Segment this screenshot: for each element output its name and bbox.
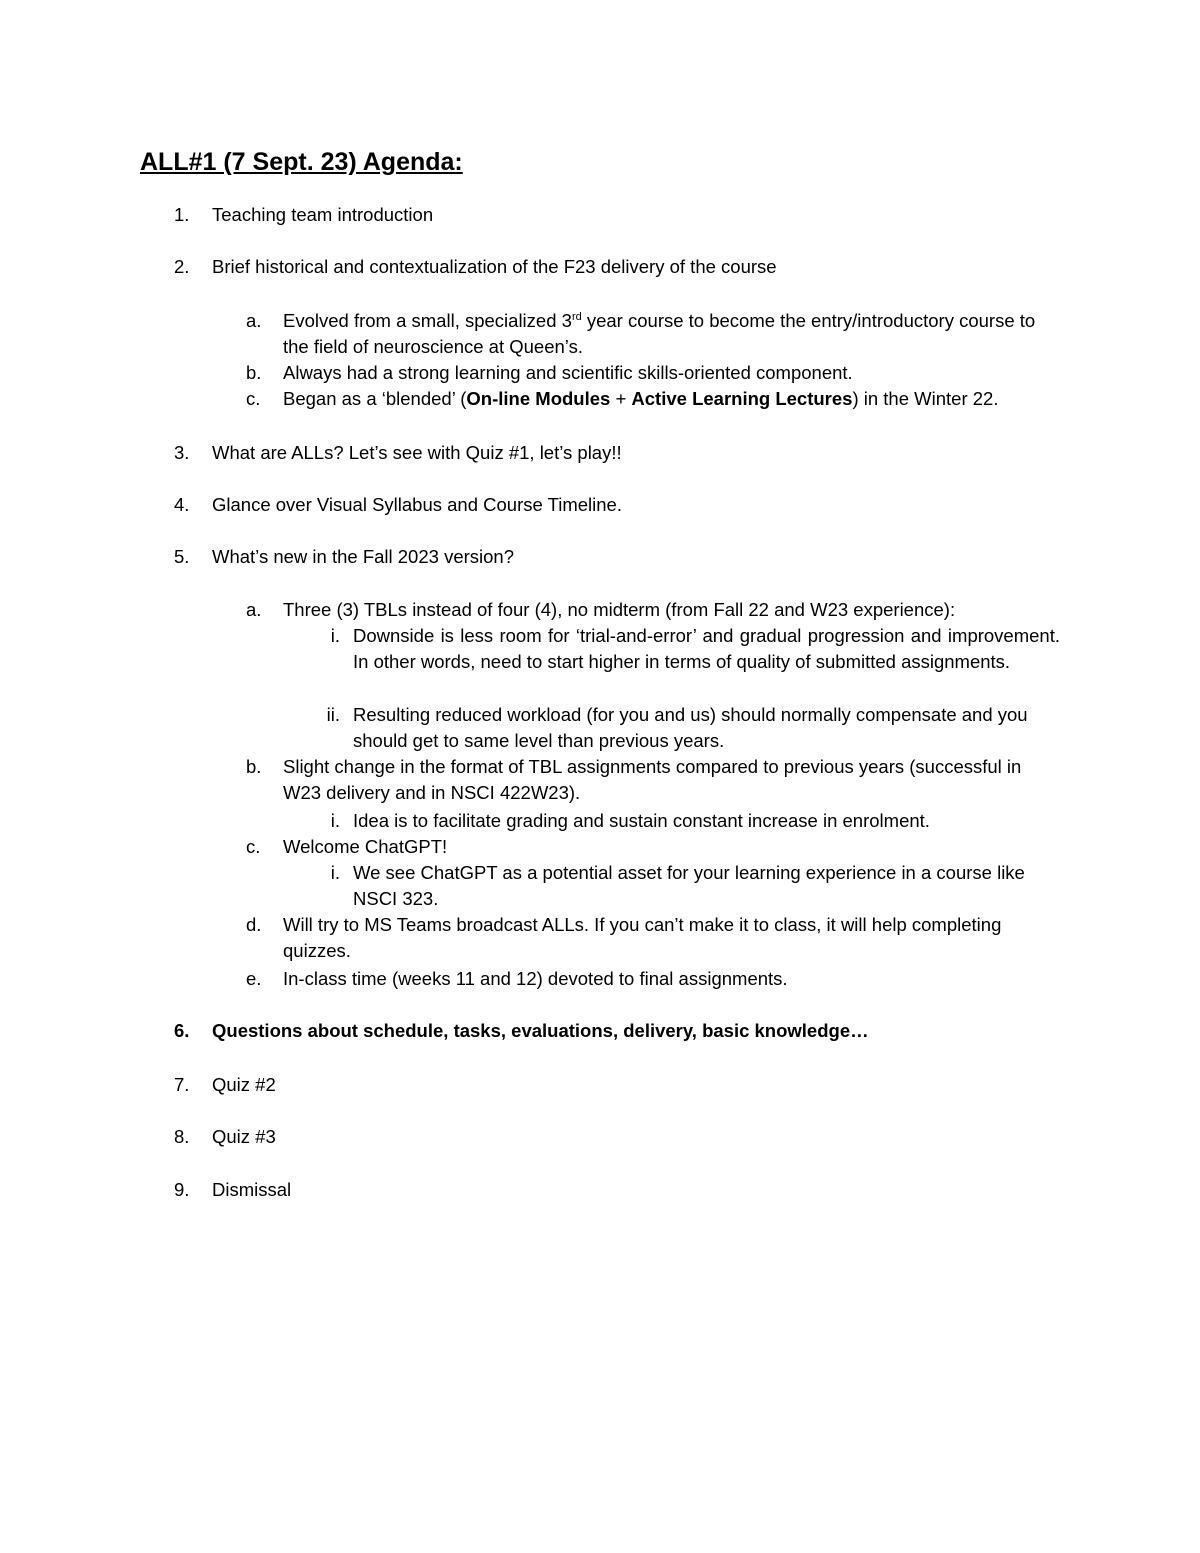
item-number: 7. (174, 1074, 190, 1095)
item-text: Quiz #2 (212, 1074, 276, 1095)
subsub-label: ii. (326, 704, 340, 725)
sub-text: Three (3) TBLs instead of four (4), no midterm (from Fall 22 and W23 experience): (283, 599, 956, 620)
sub-text: Slight change in the format of TBL assignments compared to previous years (successful in W23 delivery and in NSCI 422W23). (283, 756, 1022, 803)
subsub-text: Downside is less room for ‘trial-and-error’ and gradual progression and improvement. In other words, need to start higher in terms of quality of submitted assignments. (353, 625, 1060, 672)
item-number: 5. (174, 546, 190, 567)
sub-text: Welcome ChatGPT! (283, 836, 448, 857)
item-text: Teaching team introduction (212, 204, 434, 225)
item-text: What are ALLs? Let’s see with Quiz #1, let’s play!! (212, 442, 622, 463)
sub-label: b. (246, 756, 262, 777)
item-number: 2. (174, 256, 190, 277)
subsub-label: i. (330, 862, 340, 883)
sub-label: d. (246, 914, 262, 935)
item-text: Glance over Visual Syllabus and Course Timeline. (212, 494, 622, 515)
superscript: rd (571, 311, 582, 323)
item-number: 4. (174, 494, 190, 515)
item-number: 1. (174, 204, 190, 225)
sub-text-part: year course to become the entry/introductory course to the field of neuroscience at Queen’s. (283, 310, 1036, 357)
sub-text: Always had a strong learning and scientific skills-oriented component. (283, 362, 853, 383)
item-text: Questions about schedule, tasks, evaluations, delivery, basic knowledge… (212, 1020, 869, 1041)
item-number: 3. (174, 442, 190, 463)
sub-text: In-class time (weeks 11 and 12) devoted to final assignments. (283, 968, 788, 989)
sub-text (283, 386, 1060, 412)
item-number: 6. (174, 1020, 190, 1041)
sub-text-part: Began as a ‘blended’ ( (283, 388, 467, 409)
subsub-text: Resulting reduced workload (for you and us) should normally compensate and you should get to same level than previous years. (353, 704, 1028, 751)
bold-text: Active Learning Lectures (631, 388, 853, 409)
sub-text-part: + (610, 388, 632, 409)
sub-label: a. (246, 599, 262, 620)
sub-label: c. (246, 388, 261, 409)
sub-label: a. (246, 310, 262, 331)
sub-text (283, 308, 1060, 360)
sub-text-part: ) in the Winter 22. (852, 388, 999, 409)
sub-label: b. (246, 362, 262, 383)
sub-text-part: Evolved from a small, specialized 3 (283, 310, 572, 331)
item-number: 9. (174, 1179, 190, 1200)
subsub-text: We see ChatGPT as a potential asset for your learning experience in a course like NSCI 323. (353, 862, 1025, 909)
agenda-title: ALL#1 (7 Sept. 23) Agenda: (140, 148, 463, 176)
bold-text: On-line Modules (466, 388, 611, 409)
item-number: 8. (174, 1126, 190, 1147)
item-text: Brief historical and contextualization of the F23 delivery of the course (212, 256, 777, 277)
subsub-label: i. (330, 625, 340, 646)
item-text: What’s new in the Fall 2023 version? (212, 546, 514, 567)
sub-label: c. (246, 836, 261, 857)
item-text: Dismissal (212, 1179, 292, 1200)
item-text: Quiz #3 (212, 1126, 276, 1147)
sub-label: e. (246, 968, 262, 989)
sub-text: Will try to MS Teams broadcast ALLs. If you can’t make it to class, it will help completing quizzes. (283, 914, 1002, 961)
subsub-label: i. (330, 810, 340, 831)
subsub-text: Idea is to facilitate grading and sustain constant increase in enrolment. (353, 810, 930, 831)
